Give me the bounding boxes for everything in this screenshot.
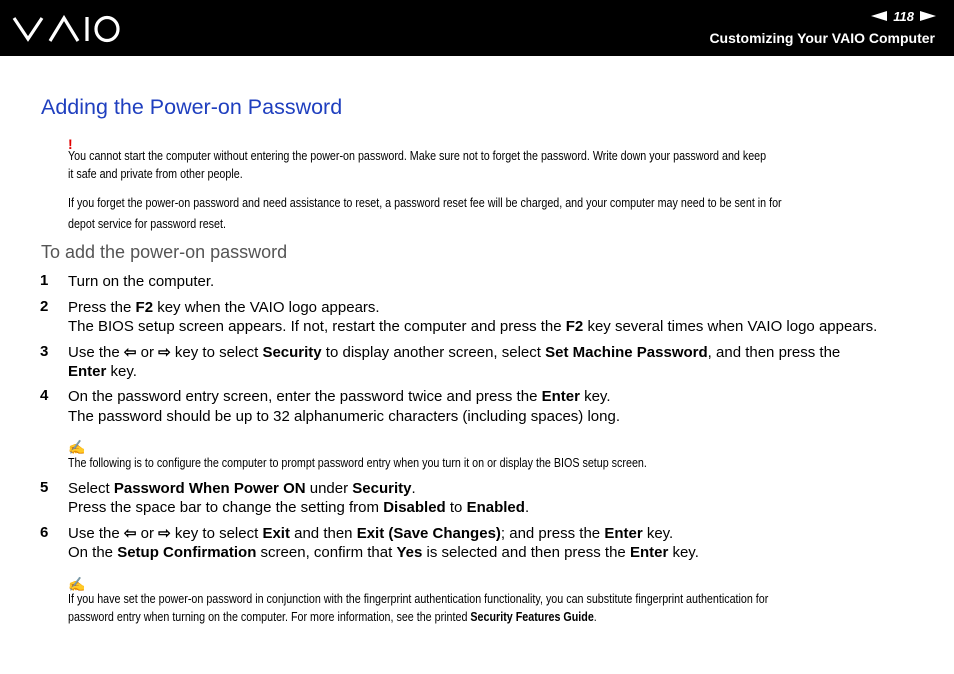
step-3-line1: Use the ⇦ or ⇨ key to select Security to display another screen, select Set Machine Password, and then press the bbox=[68, 344, 841, 361]
step-number: 4 bbox=[40, 387, 49, 404]
note-2-line1: If you have set the power-on password in conjunction with the fingerprint authentication functionality, you can substitute fingerprint authentication for bbox=[68, 591, 769, 606]
step-3-line2: Enter key. bbox=[68, 363, 137, 380]
step-number: 5 bbox=[40, 479, 49, 496]
warning-text-line2: it safe and private from other people. bbox=[68, 166, 243, 181]
vaio-logo bbox=[12, 14, 122, 44]
warning-text-line4: depot service for password reset. bbox=[68, 216, 226, 231]
next-page-icon[interactable] bbox=[920, 11, 936, 21]
note-2-line2: password entry when turning on the computer. For more information, see the printed Security Features Guide. bbox=[68, 609, 597, 624]
right-arrow-key-icon: ⇨ bbox=[158, 525, 171, 542]
step-2-line1: Press the F2 key when the VAIO logo appears. bbox=[68, 299, 380, 316]
warning-text-line1: You cannot start the computer without entering the power-on password. Make sure not to forget the password. Write down your password and keep bbox=[68, 148, 767, 163]
step-4-line1: On the password entry screen, enter the password twice and press the Enter key. bbox=[68, 388, 611, 405]
left-arrow-key-icon: ⇦ bbox=[123, 344, 137, 361]
warning-text-line3: If you forget the power-on password and need assistance to reset, a password reset fee will be charged, and your computer may need to be sent in for bbox=[68, 195, 782, 210]
step-2-line2: The BIOS setup screen appears. If not, restart the computer and press the F2 key several times when VAIO logo appears. bbox=[68, 318, 878, 335]
page-title: Adding the Power-on Password bbox=[41, 95, 343, 119]
step-5-line2: Press the space bar to change the setting from Disabled to Enabled. bbox=[68, 499, 530, 516]
step-number: 3 bbox=[40, 343, 49, 360]
step-1-text: Turn on the computer. bbox=[68, 273, 215, 290]
step-6-line2: On the Setup Confirmation screen, confirm that Yes is selected and then press the Enter key. bbox=[68, 544, 699, 561]
warning-icon: ! bbox=[68, 136, 73, 152]
page-navigation bbox=[871, 8, 936, 24]
step-number: 2 bbox=[40, 298, 49, 315]
note-pencil-icon: ✍ bbox=[68, 576, 86, 592]
step-5-line1: Select Password When Power ON under Security. bbox=[68, 480, 416, 497]
page-header bbox=[0, 0, 954, 56]
left-arrow-key-icon: ⇦ bbox=[123, 525, 137, 542]
right-arrow-key-icon: ⇨ bbox=[158, 344, 171, 361]
procedure-heading: To add the power-on password bbox=[41, 242, 288, 262]
step-6-line1: Use the ⇦ or ⇨ key to select Exit and then Exit (Save Changes); and press the Enter key. bbox=[68, 525, 674, 542]
step-4-line2: The password should be up to 32 alphanumeric characters (including spaces) long. bbox=[68, 408, 620, 425]
page-number: 118 bbox=[893, 8, 914, 24]
note-pencil-icon: ✍ bbox=[68, 439, 86, 455]
note-1-text: The following is to configure the computer to prompt password entry when you turn it on or display the BIOS setup screen. bbox=[68, 455, 647, 470]
section-title: Customizing Your VAIO Computer bbox=[709, 30, 935, 46]
step-number: 6 bbox=[40, 524, 49, 541]
previous-page-icon[interactable] bbox=[871, 11, 887, 21]
step-number: 1 bbox=[40, 272, 49, 289]
